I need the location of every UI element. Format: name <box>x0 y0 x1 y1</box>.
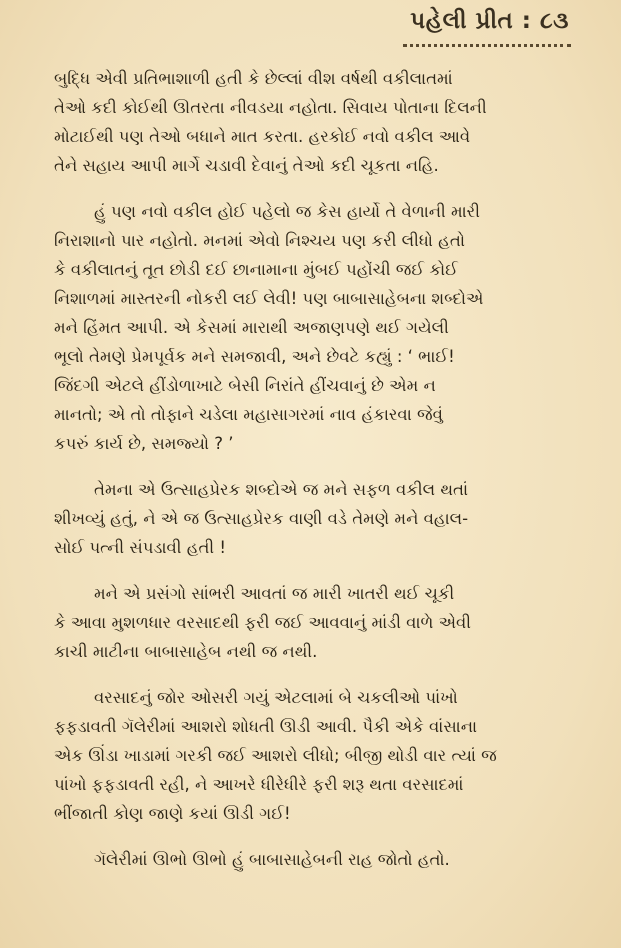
text-line: કે આવા મુશળધાર વરસાદથી ફરી જઈ આવવાનું માંડી વાળે એવી <box>54 613 472 632</box>
text-line: કાચી માટીના બાબાસાહેબ નથી જ નથી. <box>54 642 318 661</box>
text-line: નિશાળમાં માસ્તરની નોકરી લઈ લેવી! પણ બાબાસાહેબના શબ્દોએ <box>54 289 484 308</box>
text-line: હું પણ નવો વકીલ હોઈ પહેલો જ કેસ હાર્યો તે વેળાની મારી <box>94 202 480 221</box>
text-line: ભૂલો તેમણે પ્રેમપૂર્વક મને સમજાવી, અને છેવટે કહ્યું : ‘ ભાઈ! <box>54 347 455 366</box>
body-text <box>54 64 576 874</box>
text-line: મોટાઈથી પણ તેઓ બધાને માત કરતા. હરકોઈ નવો વકીલ આવે <box>54 127 471 146</box>
text-line: શીખવ્યું હતું, ને એ જ ઉત્સાહપ્રેરક વાણી વડે તેમણે મને વહાલ- <box>54 509 469 528</box>
text-line: માનતો; એ તો તોફાને ચડેલા મહાસાગરમાં નાવ હંકારવા જેવું <box>54 405 443 424</box>
text-line: બુદ્ધિ એવી પ્રતિભાશાળી હતી કે છેલ્લાં વીશ વર્ષથી વકીલાતમાં <box>54 69 453 88</box>
text-line: મને હિંમત આપી. એ કેસમાં મારાથી અજાણપણે થઈ ગયેલી <box>54 318 449 337</box>
text-line: તેમના એ ઉત્સાહપ્રેરક શબ્દોએ જ મને સફળ વકીલ થતાં <box>94 480 469 499</box>
paragraph-1 <box>54 64 576 180</box>
text-line: પાંખો ફફડાવતી રહી, ને આખરે ધીરેધીરે ફરી શરૂ થતા વરસાદમાં <box>54 775 464 794</box>
text-line: કપરું કાર્ય છે, સમજ્યો ? ’ <box>54 434 234 453</box>
paragraph-3 <box>54 475 576 562</box>
text-line: સોઈ પત્ની સંપડાવી હતી ! <box>54 538 227 557</box>
text-line: એક ઊંડા ખાડામાં ગરકી જઈ આશરો લીધો; બીજી થોડી વાર ત્યાં જ <box>54 746 497 765</box>
paragraph-5 <box>54 683 576 828</box>
paragraph-4 <box>54 579 576 666</box>
text-line: કે વકીલાતનું તૂત છોડી દઈ છાનામાના મુંબઈ પહોંચી જઈ કોઈ <box>54 260 458 279</box>
text-line: તેને સહાય આપી માર્ગે ચડાવી દેવાનું તેઓ કદી ચૂકતા નહિ. <box>54 156 439 175</box>
header-dotted-rule <box>403 44 571 47</box>
text-line: તેઓ કદી કોઈથી ઊતરતા નીવડયા નહોતા. સિવાય પોતાના દિલની <box>54 98 487 117</box>
text-line: મને એ પ્રસંગો સાંભરી આવતાં જ મારી ખાતરી થઈ ચૂકી <box>94 584 455 603</box>
paragraph-6 <box>54 845 576 874</box>
text-line: ગૅલેરીમાં ઊભો ઊભો હું બાબાસાહેબની રાહ જોતો હતો. <box>94 850 450 869</box>
text-line: વરસાદનું જોર ઓસરી ગયું એટલામાં બે ચકલીઓ પાંખો <box>94 688 458 707</box>
paragraph-2 <box>54 197 576 458</box>
text-line: ભીંજાતી કોણ જાણે કયાં ઊડી ગઈ! <box>54 804 291 823</box>
text-line: ફફડાવતી ગૅલેરીમાં આશરો શોધતી ઊડી આવી. પૈકી એકે વાંસાના <box>54 717 478 736</box>
text-line: જિંદગી એટલે હીંડોળાખાટે બેસી નિરાંતે હીંચવાનું છે એમ ન <box>54 376 436 395</box>
running-header: પહેલી પ્રીત : ૮૩ <box>410 8 569 34</box>
text-line: નિરાશાનો પાર નહોતો. મનમાં એવો નિશ્ચય પણ કરી લીધો હતો <box>54 231 465 250</box>
